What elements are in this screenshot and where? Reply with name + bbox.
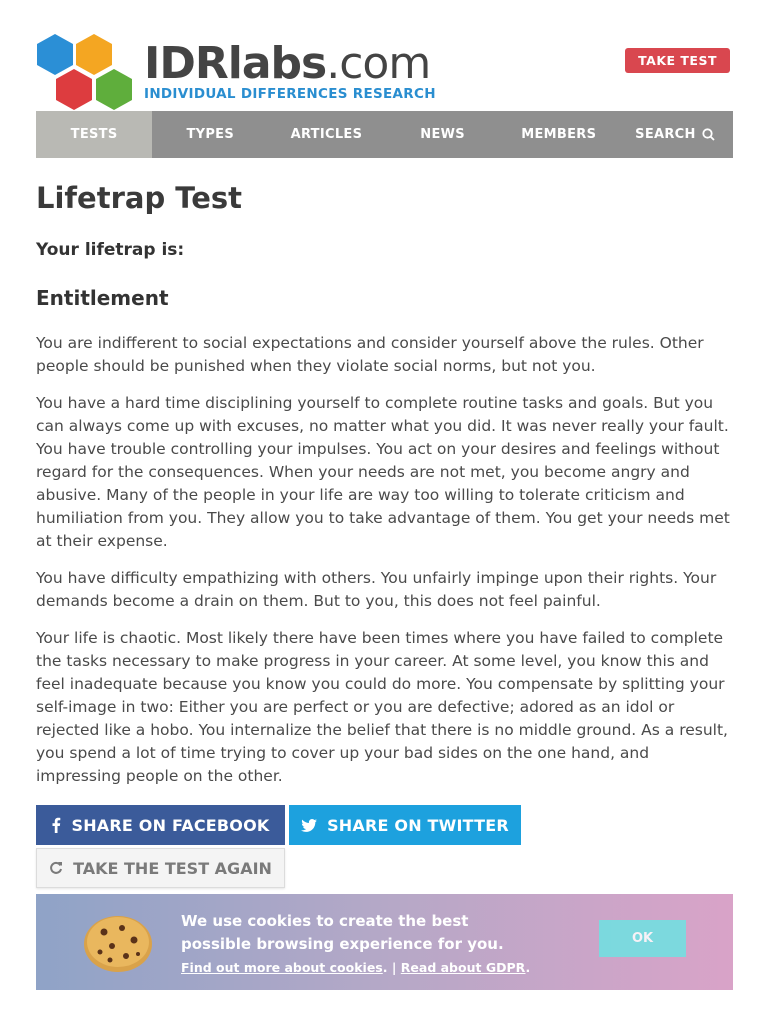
- brand-tld: .com: [326, 38, 431, 89]
- result-paragraph: You are indifferent to social expectations and consider yourself above the rules. Other people should be punished when they violate social norms, but not you.: [36, 334, 704, 375]
- cookie-link-end: .: [525, 960, 531, 975]
- result-intro: Your lifetrap is:: [36, 240, 185, 260]
- result-heading: Entitlement: [36, 286, 169, 310]
- result-paragraph: You have a hard time disciplining yourself to complete routine tasks and goals. But you can always come up with excuses, no matter what you did. It was never really your fault. You have trouble controlling your impulses. You act on your desires and feelings without regard for the consequences. When your needs are not met, you become angry and abusive. Many of the people in your life are way too willing to tolerate criticism and humiliation from you. They allow you to take advantage of them. You get your needs met at their expense.: [36, 394, 730, 550]
- share-facebook-label: SHARE ON FACEBOOK: [71, 815, 270, 835]
- refresh-icon: [49, 861, 63, 875]
- take-test-button[interactable]: TAKE TEST: [625, 48, 730, 73]
- hexagon-logo-icon[interactable]: [36, 34, 146, 110]
- cookie-link-separator: . |: [382, 960, 401, 975]
- page-title: Lifetrap Test: [36, 181, 243, 215]
- cookie-ok-button[interactable]: OK: [599, 920, 686, 957]
- cookie-icon: [82, 914, 154, 974]
- share-facebook-button[interactable]: [36, 805, 285, 845]
- take-test-again-button[interactable]: [36, 848, 285, 888]
- main-content: [36, 172, 736, 788]
- search-icon: [702, 128, 715, 141]
- gdpr-link[interactable]: Read about GDPR: [400, 960, 526, 975]
- cookies-info-link[interactable]: Find out more about cookies: [181, 960, 383, 975]
- nav-item-tests[interactable]: TESTS: [36, 111, 152, 158]
- cookie-message: We use cookies to create the best possible browsing experience for you.: [181, 912, 504, 953]
- cookie-links: [181, 960, 530, 975]
- share-twitter-label: SHARE ON TWITTER: [327, 815, 509, 835]
- nav-item-search[interactable]: [617, 111, 733, 158]
- brand-name: IDRlabs: [144, 38, 327, 89]
- cookie-banner: [36, 894, 733, 990]
- take-test-again-label: TAKE THE TEST AGAIN: [73, 858, 272, 878]
- facebook-icon: [51, 817, 61, 833]
- result-paragraph: You have difficulty empathizing with others. You unfairly impinge upon their rights. Your demands become a drain on them. But to you, this does not feel painful.: [36, 569, 717, 610]
- share-buttons: [36, 805, 521, 845]
- site-header: [36, 34, 733, 112]
- main-nav: [36, 111, 733, 158]
- twitter-icon: [301, 819, 317, 832]
- share-twitter-button[interactable]: [289, 805, 521, 845]
- nav-item-members[interactable]: MEMBERS: [521, 127, 597, 142]
- brand-tagline: INDIVIDUAL DIFFERENCES RESEARCH: [144, 86, 436, 102]
- nav-item-news[interactable]: NEWS: [420, 127, 465, 142]
- nav-search-label: SEARCH: [635, 127, 696, 142]
- brand-wordmark[interactable]: [144, 40, 436, 102]
- nav-item-types[interactable]: TYPES: [186, 127, 235, 142]
- nav-item-articles[interactable]: ARTICLES: [290, 127, 363, 142]
- result-paragraph: Your life is chaotic. Most likely there have been times where you have failed to complete the tasks necessary to make progress in your career. At some level, you know this and feel inadequate because you know you could do more. You compensate by splitting your self-image in two: Either you are perfect or you are defective; adored as an idol or rejected like a hobo. You internalize the belief that there is no middle ground. As a result, you spend a lot of time trying to cover up your bad sides on the one hand, and impressing people on the other.: [36, 629, 728, 785]
